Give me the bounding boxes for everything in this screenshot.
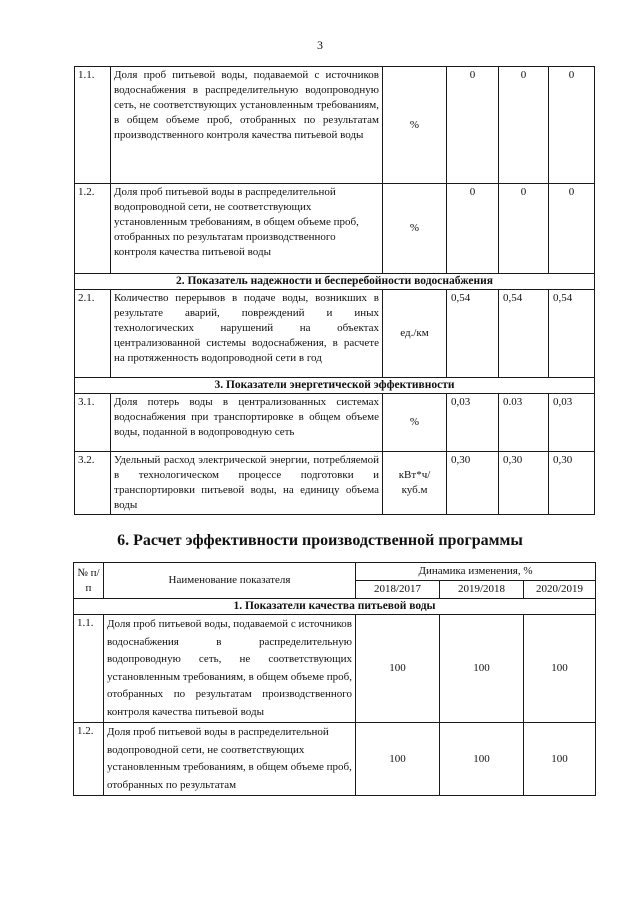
table-row: [75, 394, 595, 452]
indicator-description: Доля проб питьевой воды в распределительной водопроводной сети, не соответствующих установленным требованиям, в общем объеме проб, отобранных по результатам: [104, 723, 356, 796]
indicator-description: Удельный расход электрической энергии, потребляемой в технологическом процессе подготовки и транспортировки питьевой воды, на единицу объема воды: [111, 452, 383, 515]
efficiency-table: [73, 562, 596, 796]
value-cell: 100: [356, 723, 440, 796]
value-cell: 0: [549, 184, 595, 274]
value-cell: 0,54: [447, 290, 499, 378]
value-cell: 0,30: [447, 452, 499, 515]
row-number: 2.1.: [75, 290, 111, 378]
row-number: 3.1.: [75, 394, 111, 452]
unit-cell: ед./км: [383, 290, 447, 378]
unit-cell: %: [383, 394, 447, 452]
indicators-table: [74, 66, 595, 515]
value-cell: 0,30: [549, 452, 595, 515]
value-cell: 0.03: [499, 394, 549, 452]
number-header: № п/п: [74, 563, 104, 599]
indicator-description: Доля проб питьевой воды, подаваемой с источников водоснабжения в распределительную водопроводную сеть, не соответствующих установленным требованиям, в общем объеме проб, отобранных по результатам производственного контроля качества питьевой воды: [104, 615, 356, 723]
value-cell: 100: [524, 615, 596, 723]
section-title: 2. Показатель надежности и бесперебойности водоснабжения: [75, 274, 595, 290]
row-number: 1.2.: [75, 184, 111, 274]
indicator-description: Доля проб питьевой воды в распределительной водопроводной сети, не соответствующих установленным требованиям, в общем объеме проб, отобранных по результатам производственного контроля качества питьевой воды: [111, 184, 383, 274]
section-row: [75, 274, 595, 290]
table-row: [74, 615, 596, 723]
table-row: [75, 452, 595, 515]
table-row: [75, 184, 595, 274]
value-cell: 100: [440, 723, 524, 796]
value-cell: 0,30: [499, 452, 549, 515]
unit-cell: кВт*ч/ куб.м: [383, 452, 447, 515]
table-row: [74, 723, 596, 796]
value-cell: 0,03: [447, 394, 499, 452]
value-cell: 100: [440, 615, 524, 723]
indicator-description: Доля проб питьевой воды, подаваемой с источников водоснабжения в распределительную водопроводную сеть, не соответствующих установленным требованиям, в общем объеме проб, отобранных по результатам производственного контроля качества питьевой воды: [111, 67, 383, 184]
row-number: 1.1.: [74, 615, 104, 723]
value-cell: 100: [356, 615, 440, 723]
unit-cell: %: [383, 184, 447, 274]
indicator-description: Доля потерь воды в централизованных системах водоснабжения при транспортировке в общем объеме воды, поданной в водопроводную сеть: [111, 394, 383, 452]
section-heading: 6. Расчет эффективности производственной программы: [117, 532, 523, 549]
table-row: [75, 290, 595, 378]
value-cell: 0: [499, 184, 549, 274]
value-cell: 0,54: [499, 290, 549, 378]
year-header: 2020/2019: [524, 581, 596, 599]
section-row: [74, 599, 596, 615]
row-number: 3.2.: [75, 452, 111, 515]
value-cell: 0: [549, 67, 595, 184]
year-header: 2018/2017: [356, 581, 440, 599]
header-row: [74, 563, 596, 581]
value-cell: 0: [447, 67, 499, 184]
value-cell: 0: [499, 67, 549, 184]
name-header: Наименование показателя: [104, 563, 356, 599]
section-row: [75, 378, 595, 394]
value-cell: 0,03: [549, 394, 595, 452]
year-header: 2019/2018: [440, 581, 524, 599]
section-title: 1. Показатели качества питьевой воды: [74, 599, 596, 615]
page-number: 3: [317, 38, 323, 52]
dynamics-header: Динамика изменения, %: [356, 563, 596, 581]
indicator-description: Количество перерывов в подаче воды, возникших в результате аварий, повреждений и иных технологических нарушений на объектах централизованной системы водоснабжения, в расчете на протяженность водопроводной сети в год: [111, 290, 383, 378]
table-row: [75, 67, 595, 184]
value-cell: 100: [524, 723, 596, 796]
section-title: 3. Показатели энергетической эффективности: [75, 378, 595, 394]
row-number: 1.2.: [74, 723, 104, 796]
value-cell: 0,54: [549, 290, 595, 378]
value-cell: 0: [447, 184, 499, 274]
row-number: 1.1.: [75, 67, 111, 184]
unit-cell: %: [383, 67, 447, 184]
